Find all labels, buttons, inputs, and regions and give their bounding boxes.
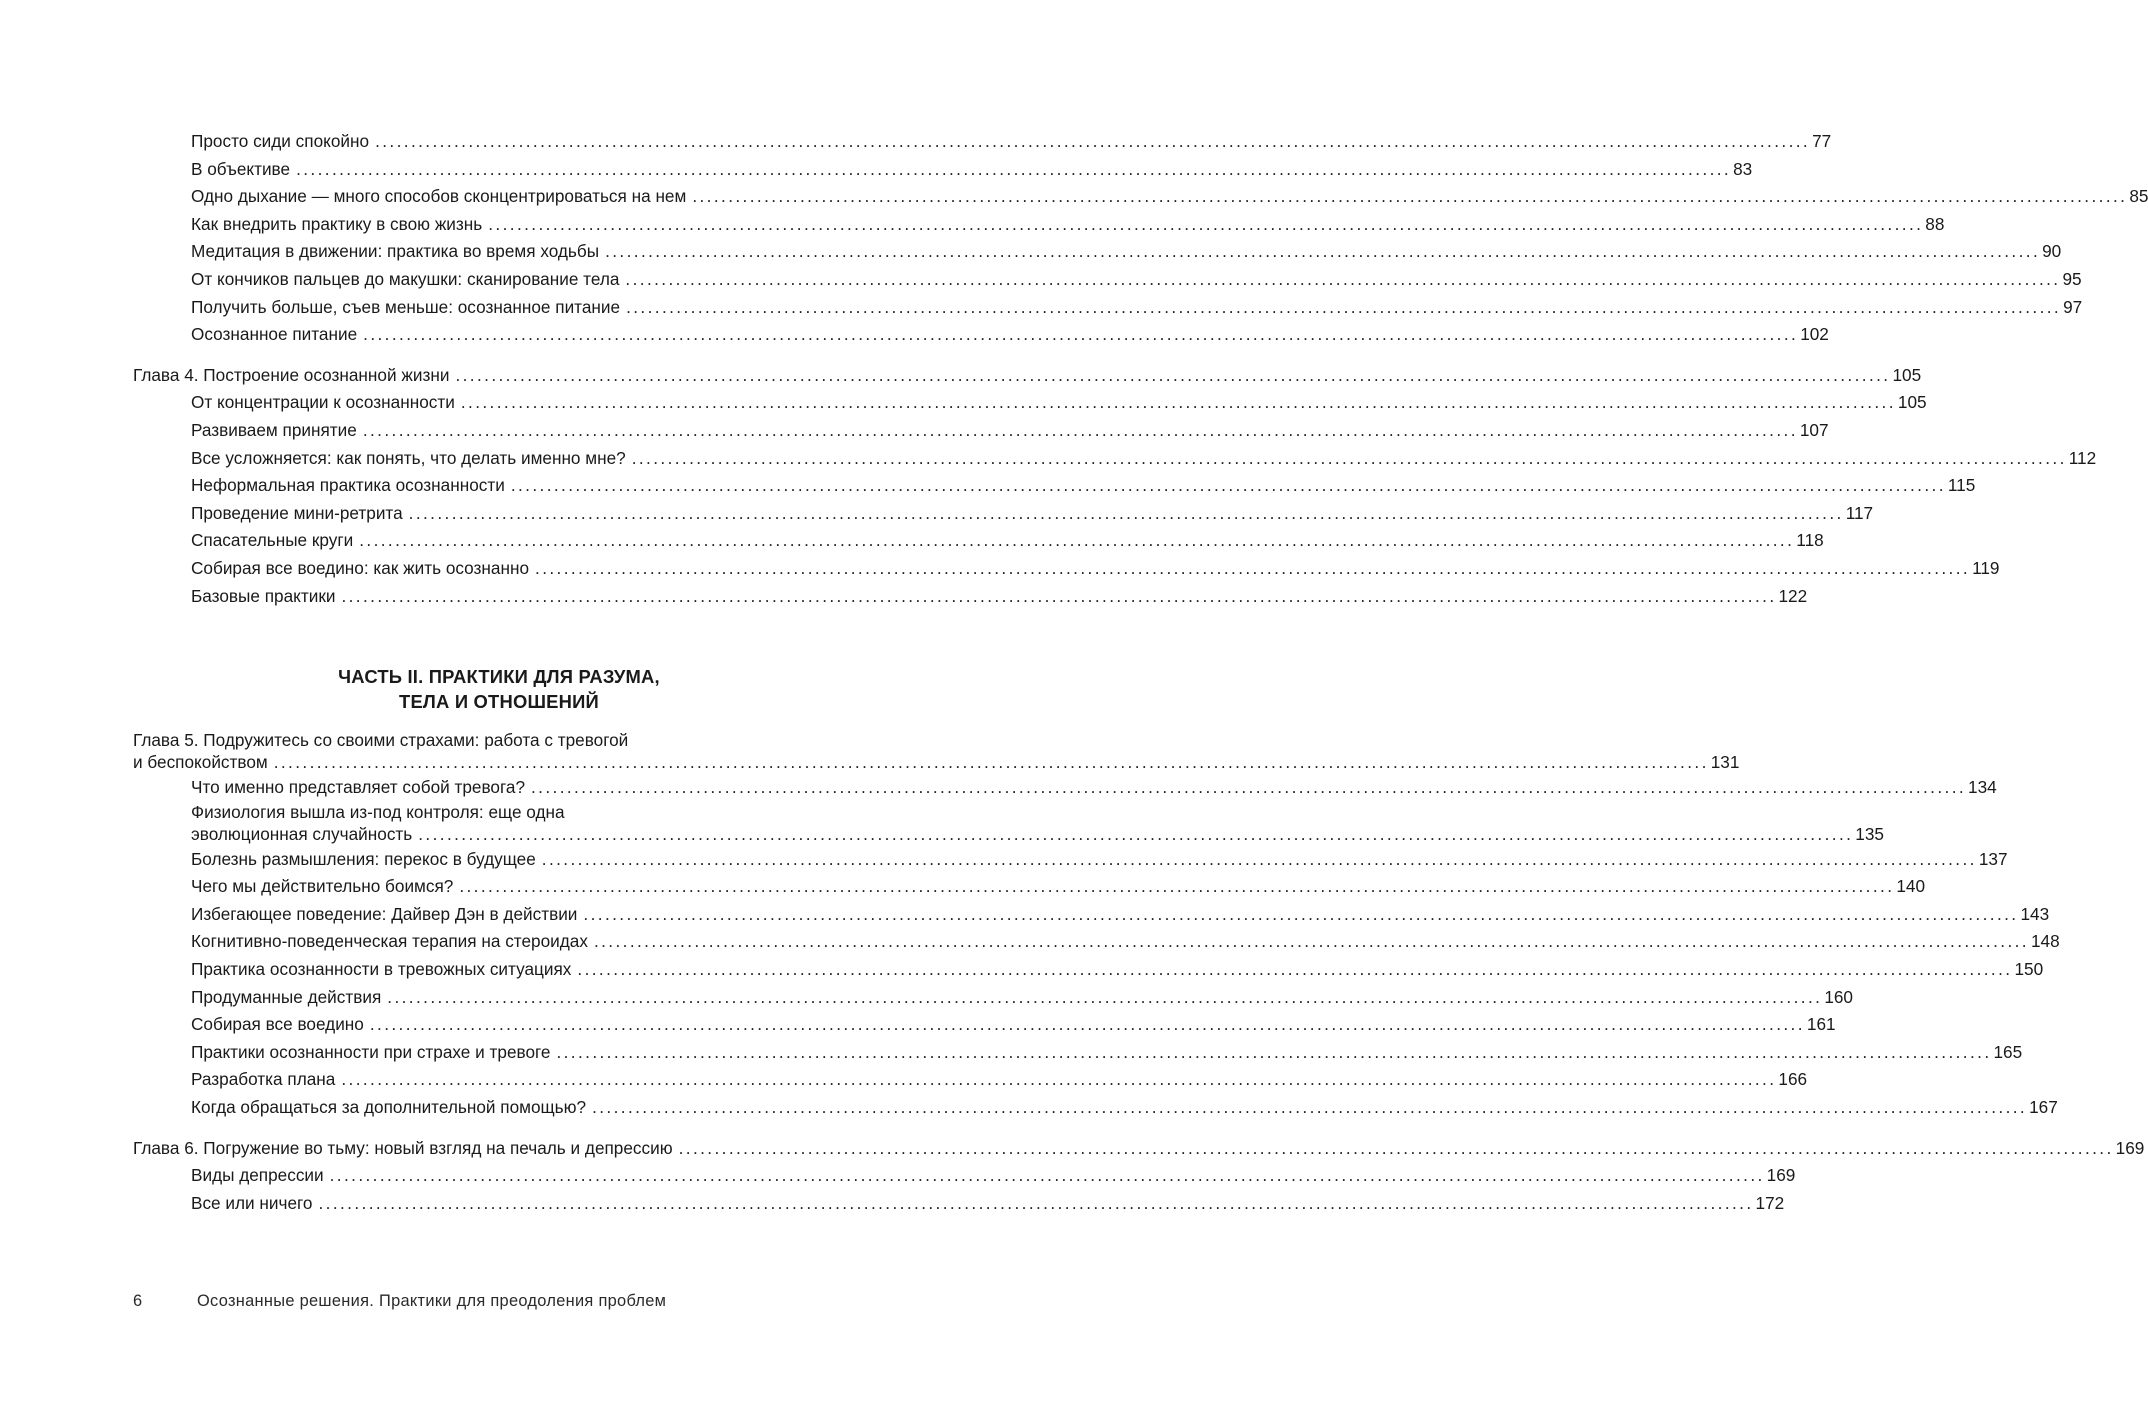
dot-leader: ........................................................................................................................................................................................................ bbox=[273, 752, 1709, 773]
dot-leader: ........................................................................................................................................................................................................ bbox=[459, 876, 1895, 897]
section-page: 115 bbox=[1947, 475, 1976, 496]
toc-section-entry[interactable] bbox=[133, 984, 1853, 1012]
section-title-line-1: Физиология вышла из-под контроля: еще одна bbox=[191, 801, 565, 822]
toc-section-entry[interactable] bbox=[133, 774, 1997, 802]
section-page: 161 bbox=[1806, 1014, 1836, 1035]
section-title: Виды депрессии bbox=[191, 1165, 324, 1186]
toc-section-entry[interactable] bbox=[133, 445, 2097, 473]
wrapped-section-entry[interactable] bbox=[133, 801, 1884, 846]
section-title: В объективе bbox=[191, 158, 291, 179]
section-title: Болезнь размышления: перекос в будущее bbox=[191, 848, 536, 869]
section-page: 137 bbox=[1978, 848, 2008, 869]
chapter-4-entry[interactable] bbox=[133, 362, 1922, 390]
section-title: Проведение мини-ретрита bbox=[191, 502, 403, 523]
table-of-contents bbox=[133, 128, 2148, 1217]
toc-section-entry[interactable] bbox=[133, 956, 2044, 984]
toc-section-entry[interactable] bbox=[133, 1011, 1836, 1039]
section-page: 97 bbox=[2063, 296, 2083, 317]
part-heading-line-2: ТЕЛА И ОТНОШЕНИЙ bbox=[399, 691, 599, 713]
section-page: 77 bbox=[1812, 131, 1832, 151]
toc-section-entry[interactable] bbox=[133, 183, 2148, 211]
dot-leader: ........................................................................................................................................................................................................ bbox=[387, 986, 1823, 1007]
toc-section-entry[interactable] bbox=[133, 417, 1829, 445]
toc-section-entry[interactable] bbox=[133, 583, 1808, 611]
section-title: Медитация в движении: практика во время ходьбы bbox=[191, 241, 600, 262]
part-heading bbox=[133, 664, 865, 714]
section-page: 88 bbox=[1925, 213, 1945, 234]
dot-leader: ........................................................................................................................................................................................................ bbox=[363, 324, 1799, 345]
dot-leader: ........................................................................................................................................................................................................ bbox=[460, 392, 1896, 413]
toc-section-entry[interactable] bbox=[133, 555, 2000, 583]
toc-section-entry[interactable] bbox=[133, 389, 1927, 417]
dot-leader: ........................................................................................................................................................................................................ bbox=[329, 1165, 1765, 1186]
chapter-title-line-1: Глава 5. Подружитесь со своими страхами: работа с тревогой bbox=[133, 730, 629, 751]
dot-leader: ........................................................................................................................................................................................................ bbox=[375, 131, 1811, 151]
section-title: Что именно представляет собой тревога? bbox=[191, 777, 525, 798]
dot-leader: ........................................................................................................................................................................................................ bbox=[626, 296, 2062, 317]
toc-section-entry[interactable] bbox=[133, 527, 1824, 555]
section-title: Базовые практики bbox=[191, 585, 336, 606]
page-footer bbox=[133, 1292, 666, 1311]
dot-leader: ........................................................................................................................................................................................................ bbox=[541, 848, 1977, 869]
chapter-page: 105 bbox=[1892, 364, 1922, 385]
section-title: Одно дыхание — много способов сконцентрироваться на нем bbox=[191, 186, 687, 207]
dot-leader: ........................................................................................................................................................................................................ bbox=[455, 364, 1891, 385]
toc-section-entry[interactable] bbox=[133, 211, 1945, 239]
dot-leader: ........................................................................................................................................................................................................ bbox=[408, 502, 1844, 523]
section-title: Осознанное питание bbox=[191, 324, 358, 345]
section-page: 105 bbox=[1897, 392, 1927, 413]
dot-leader: ........................................................................................................................................................................................................ bbox=[369, 1014, 1805, 1035]
dot-leader: ........................................................................................................................................................................................................ bbox=[625, 268, 2061, 289]
toc-section-entry[interactable] bbox=[133, 500, 1874, 528]
dot-leader: ........................................................................................................................................................................................................ bbox=[359, 530, 1795, 551]
dot-leader: ........................................................................................................................................................................................................ bbox=[593, 931, 2029, 952]
section-page: 140 bbox=[1896, 876, 1926, 897]
toc-section-entry[interactable] bbox=[133, 238, 2062, 266]
section-title: Собирая все воедино: как жить осознанно bbox=[191, 557, 530, 578]
dot-leader: ........................................................................................................................................................................................................ bbox=[362, 419, 1798, 440]
section-title: Чего мы действительно боимся? bbox=[191, 876, 454, 897]
section-page: 160 bbox=[1824, 986, 1853, 1007]
dot-leader: ........................................................................................................................................................................................................ bbox=[605, 241, 2041, 262]
dot-leader: ........................................................................................................................................................................................................ bbox=[531, 777, 1967, 798]
section-title: Собирая все воедино bbox=[191, 1014, 364, 1035]
chapter-page: 169 bbox=[2115, 1137, 2145, 1158]
section-title: Просто сиди спокойно bbox=[191, 131, 370, 151]
section-title: Развиваем принятие bbox=[191, 419, 357, 440]
section-title: Разработка плана bbox=[191, 1069, 336, 1090]
toc-section-entry[interactable] bbox=[133, 1066, 1808, 1094]
toc-section-entry[interactable] bbox=[133, 1094, 2058, 1122]
section-title: Избегающее поведение: Дайвер Дэн в действии bbox=[191, 903, 578, 924]
dot-leader: ........................................................................................................................................................................................................ bbox=[631, 447, 2067, 468]
dot-leader: ........................................................................................................................................................................................................ bbox=[577, 959, 2013, 980]
section-title: Продуманные действия bbox=[191, 986, 382, 1007]
toc-section-entry[interactable] bbox=[133, 128, 1832, 156]
section-page: 83 bbox=[1733, 158, 1753, 179]
section-title: Когда обращаться за дополнительной помощью? bbox=[191, 1097, 587, 1118]
section-page: 166 bbox=[1778, 1069, 1808, 1090]
section-title: Когнитивно-поведенческая терапия на стероидах bbox=[191, 931, 588, 952]
section-page: 169 bbox=[1766, 1165, 1796, 1186]
part-heading-line-1: ЧАСТЬ II. ПРАКТИКИ ДЛЯ РАЗУМА, bbox=[338, 666, 660, 688]
dot-leader: ........................................................................................................................................................................................................ bbox=[488, 213, 1924, 234]
section-page: 150 bbox=[2014, 959, 2044, 980]
toc-section-entry[interactable] bbox=[133, 901, 2050, 929]
section-page: 165 bbox=[1993, 1041, 2023, 1062]
dot-leader: ........................................................................................................................................................................................................ bbox=[341, 585, 1777, 606]
section-page: 167 bbox=[2029, 1097, 2058, 1118]
section-page: 134 bbox=[1968, 777, 1997, 798]
section-page: 85 bbox=[2129, 186, 2148, 207]
section-page: 172 bbox=[1755, 1192, 1785, 1213]
section-title: Спасательные круги bbox=[191, 530, 354, 551]
toc-section-entry[interactable] bbox=[133, 321, 1829, 349]
section-title: Как внедрить практику в свою жизнь bbox=[191, 213, 483, 234]
section-title: Все усложняется: как понять, что делать именно мне? bbox=[191, 447, 626, 468]
section-page: 118 bbox=[1796, 530, 1824, 551]
dot-leader: ........................................................................................................................................................................................................ bbox=[556, 1041, 1992, 1062]
section-page: 117 bbox=[1845, 502, 1874, 523]
toc-section-entry[interactable] bbox=[133, 1190, 1785, 1218]
chapter-title: Глава 6. Погружение во тьму: новый взгляд на печаль и депрессию bbox=[133, 1137, 673, 1158]
chapter-6-entry[interactable] bbox=[133, 1135, 2145, 1163]
section-title: Практика осознанности в тревожных ситуациях bbox=[191, 959, 572, 980]
toc-section-entry[interactable] bbox=[133, 266, 2082, 294]
section-page: 143 bbox=[2020, 903, 2050, 924]
toc-section-entry[interactable] bbox=[133, 928, 2060, 956]
section-title: От концентрации к осознанности bbox=[191, 392, 455, 413]
section-title: Неформальная практика осознанности bbox=[191, 475, 505, 496]
section-page: 102 bbox=[1800, 324, 1829, 345]
dot-leader: ........................................................................................................................................................................................................ bbox=[418, 823, 1854, 844]
section-page: 90 bbox=[2042, 241, 2062, 262]
page-number: 6 bbox=[133, 1292, 143, 1310]
toc-group-4 bbox=[133, 1162, 1796, 1217]
toc-section-entry[interactable] bbox=[133, 1039, 2023, 1067]
toc-section-entry[interactable] bbox=[133, 472, 1976, 500]
toc-section-entry[interactable] bbox=[133, 873, 1926, 901]
dot-leader: ........................................................................................................................................................................................................ bbox=[341, 1069, 1777, 1090]
dot-leader: ........................................................................................................................................................................................................ bbox=[592, 1097, 2028, 1118]
section-title: Практики осознанности при страхе и тревоге bbox=[191, 1041, 551, 1062]
toc-section-entry[interactable] bbox=[133, 1162, 1796, 1190]
chapter-5-entry[interactable] bbox=[133, 730, 1740, 774]
section-page: 148 bbox=[2030, 931, 2060, 952]
toc-section-entry[interactable] bbox=[133, 846, 2008, 874]
running-title: Осознанные решения. Практики для преодоления проблем bbox=[197, 1292, 667, 1310]
section-page: 135 bbox=[1855, 823, 1884, 844]
toc-group-1 bbox=[133, 128, 2148, 349]
section-page: 107 bbox=[1799, 419, 1829, 440]
section-title: Получить больше, съев меньше: осознанное питание bbox=[191, 296, 621, 317]
section-page: 112 bbox=[2068, 447, 2097, 468]
chapter-page: 131 bbox=[1710, 752, 1740, 773]
section-page: 119 bbox=[1972, 557, 2000, 578]
toc-group-3a bbox=[133, 774, 1997, 802]
toc-section-entry[interactable] bbox=[133, 294, 2083, 322]
toc-group-2 bbox=[133, 389, 2097, 610]
section-page: 122 bbox=[1778, 585, 1808, 606]
dot-leader: ........................................................................................................................................................................................................ bbox=[692, 186, 2128, 207]
section-title: Все или ничего bbox=[191, 1192, 313, 1213]
section-page: 95 bbox=[2062, 268, 2082, 289]
chapter-title-line-2: и беспокойством bbox=[133, 752, 268, 773]
section-title-line-2: эволюционная случайность bbox=[191, 823, 413, 844]
chapter-title: Глава 4. Построение осознанной жизни bbox=[133, 364, 450, 385]
dot-leader: ........................................................................................................................................................................................................ bbox=[318, 1192, 1754, 1213]
dot-leader: ........................................................................................................................................................................................................ bbox=[296, 158, 1732, 179]
dot-leader: ........................................................................................................................................................................................................ bbox=[678, 1137, 2114, 1158]
dot-leader: ........................................................................................................................................................................................................ bbox=[510, 475, 1946, 496]
section-title: От кончиков пальцев до макушки: сканирование тела bbox=[191, 268, 620, 289]
dot-leader: ........................................................................................................................................................................................................ bbox=[583, 903, 2019, 924]
toc-group-3b bbox=[133, 846, 2060, 1122]
toc-section-entry[interactable] bbox=[133, 156, 1753, 184]
dot-leader: ........................................................................................................................................................................................................ bbox=[535, 557, 1971, 578]
